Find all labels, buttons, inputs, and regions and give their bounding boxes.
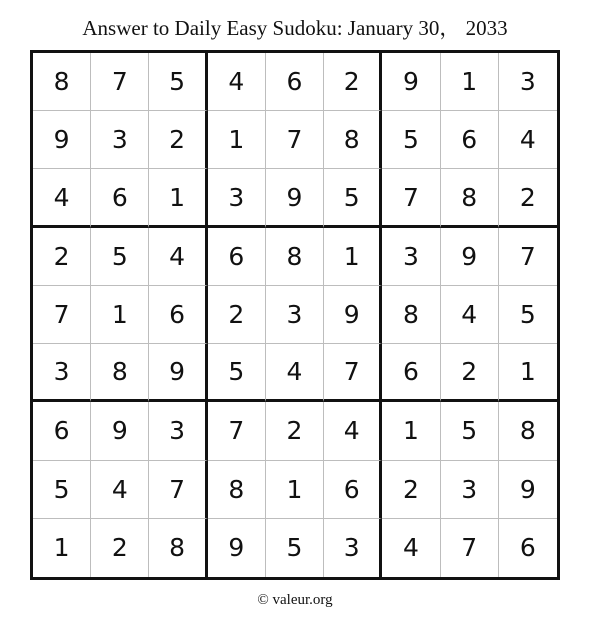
sudoku-cell-r7-c4: 7	[208, 402, 266, 460]
sudoku-cell-r1-c3: 5	[149, 53, 207, 111]
sudoku-cell-r6-c2: 8	[91, 344, 149, 402]
sudoku-cell-r2-c4: 1	[208, 111, 266, 169]
sudoku-cell-r9-c5: 5	[266, 519, 324, 577]
sudoku-cell-r8-c8: 3	[441, 461, 499, 519]
sudoku-cell-r5-c9: 5	[499, 286, 557, 344]
sudoku-cell-r3-c9: 2	[499, 169, 557, 227]
sudoku-cell-r4-c9: 7	[499, 228, 557, 286]
sudoku-cell-r8-c4: 8	[208, 461, 266, 519]
sudoku-cell-r4-c1: 2	[33, 228, 91, 286]
sudoku-cell-r1-c6: 2	[324, 53, 382, 111]
sudoku-cell-r3-c5: 9	[266, 169, 324, 227]
sudoku-cell-r5-c4: 2	[208, 286, 266, 344]
sudoku-cell-r6-c8: 2	[441, 344, 499, 402]
sudoku-cell-r3-c2: 6	[91, 169, 149, 227]
sudoku-cell-r8-c1: 5	[33, 461, 91, 519]
page-title: Answer to Daily Easy Sudoku: January 30， 2033	[82, 16, 508, 40]
sudoku-cell-r3-c3: 1	[149, 169, 207, 227]
sudoku-cell-r7-c8: 5	[441, 402, 499, 460]
sudoku-cell-r2-c2: 3	[91, 111, 149, 169]
sudoku-cell-r5-c1: 7	[33, 286, 91, 344]
sudoku-cell-r8-c6: 6	[324, 461, 382, 519]
sudoku-cell-r5-c8: 4	[441, 286, 499, 344]
sudoku-cell-r5-c2: 1	[91, 286, 149, 344]
sudoku-cell-r2-c8: 6	[441, 111, 499, 169]
sudoku-cell-r7-c1: 6	[33, 402, 91, 460]
sudoku-cell-r9-c8: 7	[441, 519, 499, 577]
sudoku-cell-r5-c5: 3	[266, 286, 324, 344]
sudoku-cell-r9-c2: 2	[91, 519, 149, 577]
sudoku-cell-r3-c7: 7	[382, 169, 440, 227]
sudoku-cell-r8-c3: 7	[149, 461, 207, 519]
sudoku-cell-r9-c4: 9	[208, 519, 266, 577]
copyright-footer: © valeur.org	[257, 592, 333, 608]
sudoku-cell-r2-c5: 7	[266, 111, 324, 169]
sudoku-cell-r6-c1: 3	[33, 344, 91, 402]
sudoku-cell-r7-c2: 9	[91, 402, 149, 460]
sudoku-cell-r4-c4: 6	[208, 228, 266, 286]
sudoku-cell-r2-c7: 5	[382, 111, 440, 169]
sudoku-cell-r4-c6: 1	[324, 228, 382, 286]
sudoku-cell-r9-c9: 6	[519, 533, 536, 563]
sudoku-cell-r8-c2: 4	[91, 461, 149, 519]
sudoku-cell-r9-c3: 8	[149, 519, 207, 577]
sudoku-cell-r5-c7: 8	[382, 286, 440, 344]
sudoku-cell-r7-c9: 8	[499, 402, 557, 460]
sudoku-cell-r2-c3: 2	[149, 111, 207, 169]
sudoku-cell-r2-c6: 8	[324, 111, 382, 169]
sudoku-cell-r1-c7: 9	[382, 53, 440, 111]
sudoku-board	[30, 50, 560, 580]
sudoku-cell-r5-c3: 6	[149, 286, 207, 344]
sudoku-cell-r1-c1: 8	[33, 53, 91, 111]
sudoku-cell-r1-c5: 6	[266, 53, 324, 111]
sudoku-cell-r2-c1: 9	[33, 111, 91, 169]
sudoku-cell-r6-c3: 9	[149, 344, 207, 402]
sudoku-cell-r9-c6: 3	[324, 519, 382, 577]
sudoku-cell-r7-c5: 2	[266, 402, 324, 460]
sudoku-cell-r7-c6: 4	[324, 402, 382, 460]
sudoku-cell-r4-c7: 3	[382, 228, 440, 286]
sudoku-cell-r3-c1: 4	[33, 169, 91, 227]
sudoku-cell-r6-c7: 6	[382, 344, 440, 402]
sudoku-cell-r8-c7: 2	[382, 461, 440, 519]
sudoku-cell-r3-c4: 3	[208, 169, 266, 227]
sudoku-cell-r5-c6: 9	[324, 286, 382, 344]
sudoku-cell-r6-c9: 1	[499, 344, 557, 402]
sudoku-cell-r9-c7: 4	[382, 519, 440, 577]
sudoku-cell-r3-c6: 5	[324, 169, 382, 227]
sudoku-cell-r7-c3: 3	[149, 402, 207, 460]
sudoku-cell-r4-c3: 4	[149, 228, 207, 286]
sudoku-cell-r1-c9: 3	[499, 53, 557, 111]
sudoku-cell-r6-c6: 7	[324, 344, 382, 402]
sudoku-cell-r4-c2: 5	[91, 228, 149, 286]
sudoku-cell-r8-c5: 1	[266, 461, 324, 519]
sudoku-cell-r9-c1: 1	[33, 519, 91, 577]
sudoku-cell-r4-c8: 9	[441, 228, 499, 286]
sudoku-cell-r3-c8: 8	[441, 169, 499, 227]
sudoku-cell-r1-c8: 1	[441, 53, 499, 111]
sudoku-cell-r1-c2: 7	[91, 53, 149, 111]
sudoku-cell-r4-c5: 8	[266, 228, 324, 286]
sudoku-cell-r8-c9: 9	[499, 461, 557, 519]
sudoku-cell-r6-c4: 5	[208, 344, 266, 402]
sudoku-cell-r7-c7: 1	[382, 402, 440, 460]
sudoku-cell-r6-c5: 4	[266, 344, 324, 402]
sudoku-cell-r1-c4: 4	[208, 53, 266, 111]
sudoku-cell-r2-c9: 4	[499, 111, 557, 169]
